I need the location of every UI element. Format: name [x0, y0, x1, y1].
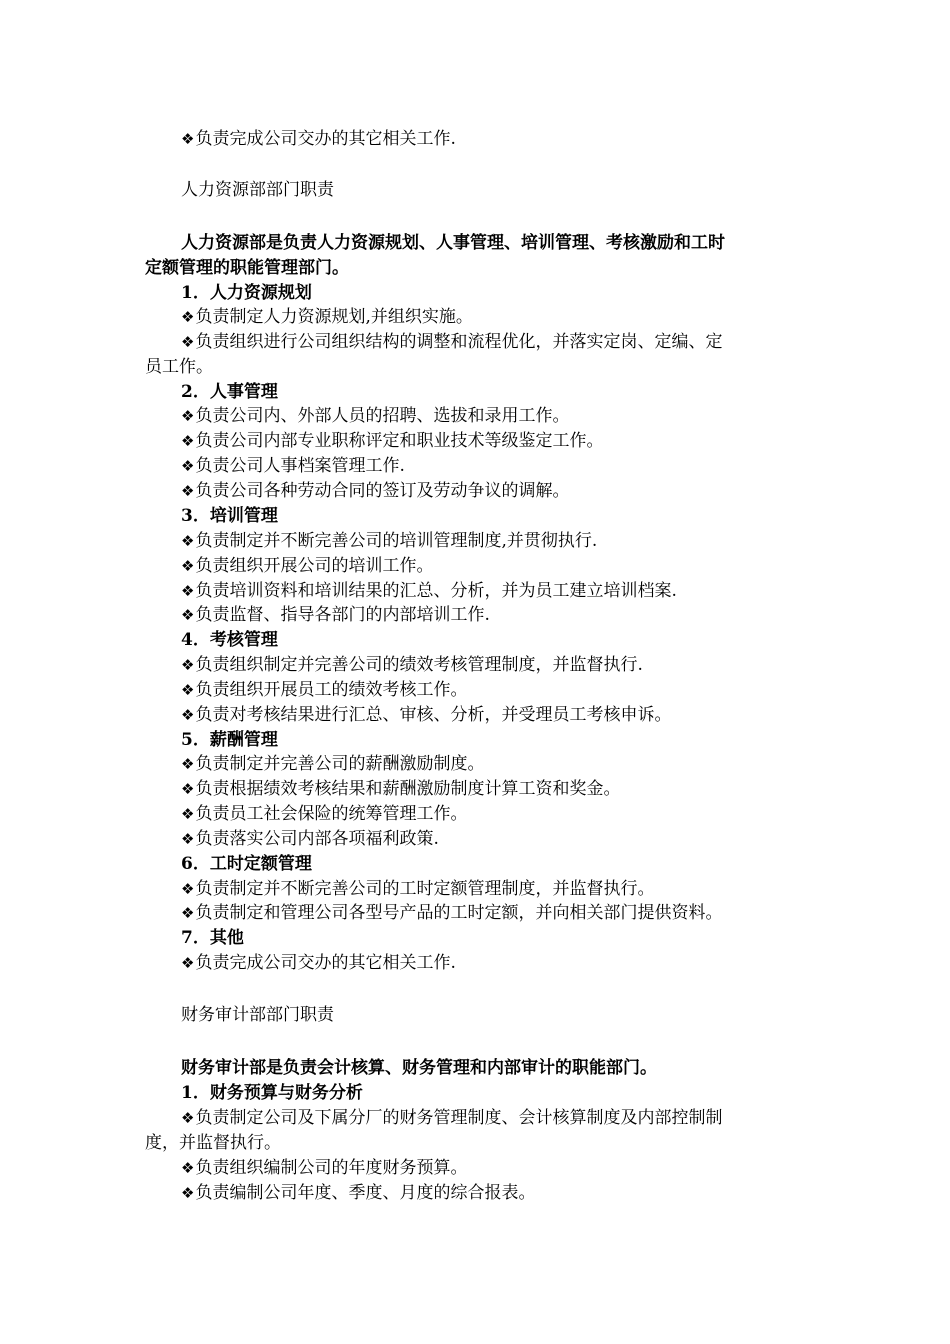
text-line	[181, 455, 405, 477]
text-line	[145, 1132, 281, 1154]
line-text: 负责组织编制公司的年度财务预算。	[195, 1158, 468, 1178]
line-text: 2．人事管理	[181, 382, 278, 402]
line-text: 负责对考核结果进行汇总、审核、分析，并受理员工考核申诉。	[195, 705, 672, 725]
text-line	[181, 405, 569, 427]
line-text: 人力资源部部门职责	[181, 180, 334, 200]
line-text: 负责组织制定并完善公司的绩效考核管理制度，并监督执行.	[195, 655, 643, 675]
text-line	[181, 480, 569, 502]
line-text: 负责落实公司内部各项福利政策.	[195, 829, 439, 849]
line-text: 负责制定公司及下属分厂的财务管理制度、会计核算制度及内部控制制	[195, 1108, 723, 1128]
text-line	[181, 1157, 467, 1179]
diamond-bullet-icon: ❖	[181, 582, 195, 600]
line-text: 负责制定并完善公司的薪酬激励制度。	[195, 754, 485, 774]
line-text: 负责公司各种劳动合同的签订及劳动争议的调解。	[195, 481, 570, 501]
line-text: 负责监督、指导各部门的内部培训工作.	[195, 605, 490, 625]
line-text: 负责制定并不断完善公司的培训管理制度,并贯彻执行.	[195, 531, 598, 551]
section-heading	[181, 729, 278, 751]
text-line	[181, 803, 467, 825]
text-line	[181, 704, 671, 726]
line-text: 7．其他	[181, 928, 244, 948]
text-line	[145, 356, 213, 378]
line-text: 负责制定人力资源规划,并组织实施。	[195, 307, 473, 327]
diamond-bullet-icon: ❖	[181, 954, 195, 972]
diamond-bullet-icon: ❖	[181, 780, 195, 798]
text-line	[181, 604, 490, 626]
line-text: 人力资源部是负责人力资源规划、人事管理、培训管理、考核激励和工时	[181, 233, 725, 253]
line-text: 1．财务预算与财务分析	[181, 1083, 363, 1103]
section-heading	[181, 1082, 363, 1104]
text-line	[181, 952, 456, 974]
line-text: 负责根据绩效考核结果和薪酬激励制度计算工资和奖金。	[195, 779, 621, 799]
section-heading	[181, 282, 312, 304]
text-line	[181, 878, 654, 900]
text-line	[181, 1107, 722, 1129]
diamond-bullet-icon: ❖	[181, 308, 195, 326]
text-line	[181, 654, 643, 676]
line-text: 负责完成公司交办的其它相关工作.	[195, 129, 456, 149]
section-heading	[181, 232, 725, 254]
line-text: 负责公司内部专业职称评定和职业技术等级鉴定工作。	[195, 431, 604, 451]
diamond-bullet-icon: ❖	[181, 407, 195, 425]
diamond-bullet-icon: ❖	[181, 656, 195, 674]
line-text: 负责培训资料和培训结果的汇总、分析，并为员工建立培训档案.	[195, 581, 677, 601]
line-text: 负责制定和管理公司各型号产品的工时定额，并向相关部门提供资料。	[195, 903, 723, 923]
text-line	[181, 128, 456, 150]
text-line	[181, 179, 334, 201]
diamond-bullet-icon: ❖	[181, 706, 195, 724]
line-text: 负责完成公司交办的其它相关工作.	[195, 953, 456, 973]
section-heading	[145, 257, 349, 279]
diamond-bullet-icon: ❖	[181, 880, 195, 898]
line-text: 定额管理的职能管理部门。	[145, 258, 349, 278]
section-heading	[181, 505, 278, 527]
text-line	[181, 580, 677, 602]
text-line	[181, 902, 722, 924]
line-text: 6．工时定额管理	[181, 854, 312, 874]
text-line	[181, 331, 722, 353]
line-text: 财务审计部是负责会计核算、财务管理和内部审计的职能部门。	[181, 1058, 657, 1078]
diamond-bullet-icon: ❖	[181, 532, 195, 550]
diamond-bullet-icon: ❖	[181, 606, 195, 624]
text-line	[181, 778, 620, 800]
line-text: 1．人力资源规划	[181, 283, 312, 303]
text-line	[181, 828, 439, 850]
diamond-bullet-icon: ❖	[181, 432, 195, 450]
diamond-bullet-icon: ❖	[181, 830, 195, 848]
diamond-bullet-icon: ❖	[181, 482, 195, 500]
line-text: 度，并监督执行。	[145, 1133, 281, 1153]
section-heading	[181, 381, 278, 403]
diamond-bullet-icon: ❖	[181, 1184, 195, 1202]
text-line	[181, 555, 433, 577]
line-text: 3．培训管理	[181, 506, 278, 526]
line-text: 负责制定并不断完善公司的工时定额管理制度，并监督执行。	[195, 879, 655, 899]
text-line	[181, 753, 484, 775]
text-line	[181, 1004, 334, 1026]
diamond-bullet-icon: ❖	[181, 457, 195, 475]
line-text: 负责公司内、外部人员的招聘、选拔和录用工作。	[195, 406, 570, 426]
diamond-bullet-icon: ❖	[181, 1109, 195, 1127]
section-heading	[181, 927, 244, 949]
line-text: 负责编制公司年度、季度、月度的综合报表。	[195, 1183, 536, 1203]
diamond-bullet-icon: ❖	[181, 130, 195, 148]
text-line	[181, 430, 603, 452]
diamond-bullet-icon: ❖	[181, 1159, 195, 1177]
diamond-bullet-icon: ❖	[181, 681, 195, 699]
line-text: 负责公司人事档案管理工作.	[195, 456, 405, 476]
text-line	[181, 1182, 535, 1204]
diamond-bullet-icon: ❖	[181, 557, 195, 575]
line-text: 负责组织开展公司的培训工作。	[195, 556, 434, 576]
line-text: 负责员工社会保险的统筹管理工作。	[195, 804, 468, 824]
line-text: 员工作。	[145, 357, 213, 377]
diamond-bullet-icon: ❖	[181, 904, 195, 922]
line-text: 5．薪酬管理	[181, 730, 278, 750]
line-text: 4．考核管理	[181, 630, 278, 650]
line-text: 负责组织进行公司组织结构的调整和流程优化，并落实定岗、定编、定	[195, 332, 723, 352]
diamond-bullet-icon: ❖	[181, 755, 195, 773]
section-heading	[181, 1057, 657, 1079]
diamond-bullet-icon: ❖	[181, 805, 195, 823]
line-text: 负责组织开展员工的绩效考核工作。	[195, 680, 468, 700]
section-heading	[181, 853, 312, 875]
text-line	[181, 679, 467, 701]
text-line	[181, 530, 597, 552]
line-text: 财务审计部部门职责	[181, 1005, 334, 1025]
section-heading	[181, 629, 278, 651]
text-line	[181, 306, 473, 328]
diamond-bullet-icon: ❖	[181, 333, 195, 351]
